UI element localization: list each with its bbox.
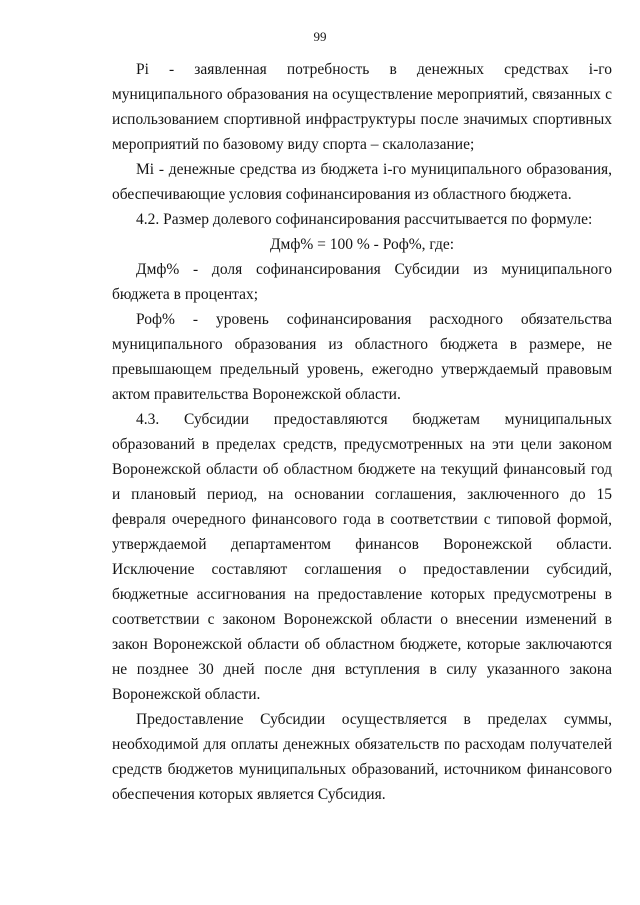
paragraph-subsidy-provision: Предоставление Субсидии осуществляется в пределах суммы, необходимой для оплаты денежных обязательств по расходам получателей средств бюджетов муниципальных образований, источником финансового обеспечения которых является Субсидия. — [112, 711, 612, 803]
paragraph-mi-definition: Mi - денежные средства из бюджета i-го муниципального образования, обеспечивающие условия софинансирования из областного бюджета. — [112, 161, 612, 203]
document-body — [112, 57, 612, 807]
paragraph-pi-definition: Pi - заявленная потребность в денежных средствах i-го муниципального образования на осуществление мероприятий, связанных с использованием спортивной инфраструктуры после значимых спортивных мероприятий по базовому виду спорта – скалолазание; — [112, 61, 612, 153]
page-number: 99 — [313, 29, 327, 44]
paragraph-section-4-2: 4.2. Размер долевого софинансирования рассчитывается по формуле: — [136, 211, 593, 228]
paragraph-section-4-3: 4.3. Субсидии предоставляются бюджетам муниципальных образований в пределах средств, предусмотренных на эти цели законом Воронежской области об областном бюджете на текущий финансовый год и плановый период, на основании соглашения, заключенного до 15 февраля очередного финансового года в соответствии с типовой формой, утверждаемой департаментом финансов Воронежской области. Исключение составляют соглашения о предоставлении субсидий, бюджетные ассигнования на предоставление которых предусмотрены в соответствии с законом Воронежской области о внесении изменений в закон Воронежской области об областном бюджете, которые заключаются не позднее 30 дней после дня вступления в силу указанного закона Воронежской области. — [112, 411, 612, 703]
formula: Дмф% = 100 % - Роф%, где: — [269, 236, 455, 253]
paragraph-dmf-definition: Дмф% - доля софинансирования Субсидии из муниципального бюджета в процентах; — [112, 261, 612, 303]
paragraph-rof-definition: Роф% - уровень софинансирования расходного обязательства муниципального образования из областного бюджета в размере, не превышающем предельный уровень, ежегодно утверждаемый правовым актом правительства Воронежской области. — [112, 311, 612, 403]
